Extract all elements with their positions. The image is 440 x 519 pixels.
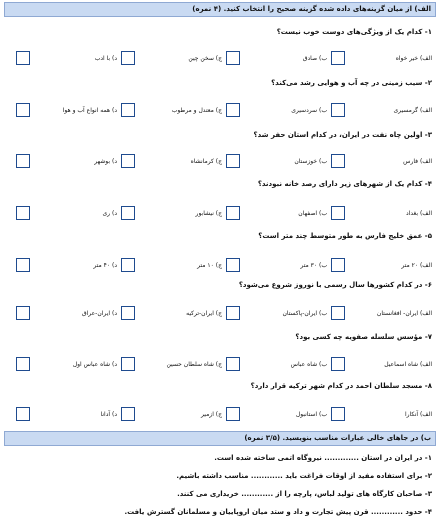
checkbox[interactable] bbox=[226, 306, 240, 320]
question-7-options bbox=[4, 357, 436, 373]
checkbox[interactable] bbox=[16, 103, 30, 117]
checkbox[interactable] bbox=[16, 258, 30, 272]
fill-blank-2: ۲- برای استفاده مفید از اوقات فراغت باید ............ مناسب داشته باشیم. bbox=[176, 472, 432, 480]
option-label: د) با ادب bbox=[94, 55, 117, 62]
option-label: ج) ۱۰ متر bbox=[197, 262, 222, 269]
checkbox[interactable] bbox=[121, 154, 135, 168]
option-label: ج) ایران-ترکیه bbox=[186, 310, 222, 317]
question-6-options bbox=[4, 306, 436, 322]
option-label: الف) ۲۰ متر bbox=[401, 262, 432, 269]
question-5-options bbox=[4, 258, 436, 274]
option-label: ب) شاه عباس bbox=[290, 361, 327, 368]
option-dal[interactable] bbox=[16, 258, 121, 274]
option-label: ب) ایران-پاکستان bbox=[282, 310, 327, 317]
question-1-options bbox=[4, 51, 436, 67]
option-jim[interactable] bbox=[121, 206, 226, 222]
checkbox[interactable] bbox=[16, 154, 30, 168]
checkbox[interactable] bbox=[121, 357, 135, 371]
option-dal[interactable] bbox=[16, 103, 121, 119]
checkbox[interactable] bbox=[16, 206, 30, 220]
checkbox[interactable] bbox=[331, 154, 345, 168]
option-label: د) شاه عباس اول bbox=[72, 361, 117, 368]
question-6: ۶- در کدام کشورها سال رسمی با نوروز شروع می‌شود؟ bbox=[238, 281, 432, 289]
option-be[interactable] bbox=[226, 154, 331, 170]
option-label: ج) کرمانشاه bbox=[190, 158, 222, 165]
option-label: ج) نیشابور bbox=[195, 210, 222, 217]
option-label: د) آدانا bbox=[100, 411, 117, 418]
option-be[interactable] bbox=[226, 306, 331, 322]
option-be[interactable] bbox=[226, 407, 331, 423]
option-label: ب) صادق bbox=[302, 55, 327, 62]
option-label: الف) شاه اسماعیل bbox=[384, 361, 432, 368]
option-be[interactable] bbox=[226, 103, 331, 119]
question-4-options bbox=[4, 206, 436, 222]
option-dal[interactable] bbox=[16, 154, 121, 170]
option-label: ب) اصفهان bbox=[298, 210, 327, 217]
option-label: الف) آنکارا bbox=[405, 411, 432, 418]
option-label: الف) گرمسیری bbox=[393, 107, 432, 114]
option-label: ج) ازمیر bbox=[200, 411, 222, 418]
checkbox[interactable] bbox=[331, 407, 345, 421]
fill-blank-4: ۴- حدود ............ قرن پیش تجارت و داد و ستد میان اروپاییان و مسلمانان گسترش یافت. bbox=[124, 508, 432, 516]
option-dal[interactable] bbox=[16, 407, 121, 423]
option-jim[interactable] bbox=[121, 103, 226, 119]
question-7: ۷- مؤسس سلسله صفویه چه کسی بود؟ bbox=[295, 333, 432, 341]
option-label: ب) خوزستان bbox=[294, 158, 327, 165]
question-1: ۱- کدام یک از ویژگی‌های دوست خوب نیست؟ bbox=[276, 28, 432, 36]
option-alef[interactable] bbox=[331, 357, 436, 373]
option-alef[interactable] bbox=[331, 51, 436, 67]
option-jim[interactable] bbox=[121, 306, 226, 322]
option-dal[interactable] bbox=[16, 306, 121, 322]
checkbox[interactable] bbox=[226, 154, 240, 168]
option-alef[interactable] bbox=[331, 258, 436, 274]
option-dal[interactable] bbox=[16, 206, 121, 222]
checkbox[interactable] bbox=[121, 206, 135, 220]
option-label: الف) بغداد bbox=[405, 210, 432, 217]
option-jim[interactable] bbox=[121, 51, 226, 67]
checkbox[interactable] bbox=[331, 206, 345, 220]
fill-blank-3: ۳- صاحبان کارگاه های تولید لباس، پارچه را از ............ خریداری می کنند. bbox=[177, 490, 432, 498]
option-label: د) ۴۰ متر bbox=[93, 262, 117, 269]
checkbox[interactable] bbox=[121, 103, 135, 117]
option-label: ج) سخن چین bbox=[188, 55, 222, 62]
question-2-options bbox=[4, 103, 436, 119]
checkbox[interactable] bbox=[331, 103, 345, 117]
checkbox[interactable] bbox=[121, 306, 135, 320]
option-jim[interactable] bbox=[121, 407, 226, 423]
option-be[interactable] bbox=[226, 206, 331, 222]
section-b-header bbox=[4, 431, 436, 446]
option-alef[interactable] bbox=[331, 306, 436, 322]
option-label: الف) ایران- افغانستان bbox=[376, 310, 432, 317]
question-3-options bbox=[4, 154, 436, 170]
option-be[interactable] bbox=[226, 258, 331, 274]
question-4: ۴- کدام یک از شهرهای زیر دارای رصد خانه نبودند؟ bbox=[257, 180, 432, 188]
option-dal[interactable] bbox=[16, 357, 121, 373]
checkbox[interactable] bbox=[226, 51, 240, 65]
checkbox[interactable] bbox=[331, 306, 345, 320]
section-a-header bbox=[4, 2, 436, 17]
option-label: ب) استانبول bbox=[295, 411, 327, 418]
option-be[interactable] bbox=[226, 357, 331, 373]
question-8: ۸- مسجد سلطان احمد در کدام شهر ترکیه قرار دارد؟ bbox=[250, 382, 432, 390]
section-b-title: ب) در جاهای خالی عبارات مناسب بنویسید. (۳/۵ نمره) bbox=[244, 434, 431, 442]
question-2: ۲- سیب زمینی در چه آب و هوایی رشد می‌کند؟ bbox=[271, 79, 432, 87]
checkbox[interactable] bbox=[226, 407, 240, 421]
option-label: د) ایران-عراق bbox=[81, 310, 117, 317]
checkbox[interactable] bbox=[226, 103, 240, 117]
checkbox[interactable] bbox=[16, 357, 30, 371]
section-a-title: الف) از میان گزینه‌های داده شده گزینه صحیح را انتخاب کنید. (۴ نمره) bbox=[192, 5, 431, 13]
fill-blank-1: ۱- در ایران در استان ............. نیروگاه اتمی ساخته شده است. bbox=[214, 454, 432, 462]
option-label: د) ری bbox=[102, 210, 117, 217]
option-label: الف) خیر خواه bbox=[395, 55, 432, 62]
option-label: ج) معتدل و مرطوب bbox=[171, 107, 222, 114]
checkbox[interactable] bbox=[121, 258, 135, 272]
option-label: الف) فارس bbox=[403, 158, 432, 165]
option-label: ب) ۳۰ متر bbox=[300, 262, 327, 269]
option-alef[interactable] bbox=[331, 103, 436, 119]
option-label: ب) سردسیری bbox=[291, 107, 327, 114]
option-label: ج) شاه سلطان حسین bbox=[166, 361, 222, 368]
option-alef[interactable] bbox=[331, 407, 436, 423]
option-label: د) همه انواع آب و هوا bbox=[62, 107, 117, 114]
checkbox[interactable] bbox=[16, 51, 30, 65]
checkbox[interactable] bbox=[16, 407, 30, 421]
question-5: ۵- عمق خلیج فارس به طور متوسط چند متر است؟ bbox=[258, 232, 432, 240]
checkbox[interactable] bbox=[226, 206, 240, 220]
option-jim[interactable] bbox=[121, 357, 226, 373]
checkbox[interactable] bbox=[331, 357, 345, 371]
option-alef[interactable] bbox=[331, 154, 436, 170]
checkbox[interactable] bbox=[331, 51, 345, 65]
checkbox[interactable] bbox=[226, 357, 240, 371]
option-alef[interactable] bbox=[331, 206, 436, 222]
checkbox[interactable] bbox=[16, 306, 30, 320]
question-8-options bbox=[4, 407, 436, 423]
option-dal[interactable] bbox=[16, 51, 121, 67]
option-jim[interactable] bbox=[121, 154, 226, 170]
question-3: ۳- اولین چاه نفت در ایران، در کدام استان حفر شد؟ bbox=[253, 131, 432, 139]
option-be[interactable] bbox=[226, 51, 331, 67]
checkbox[interactable] bbox=[226, 258, 240, 272]
option-jim[interactable] bbox=[121, 258, 226, 274]
checkbox[interactable] bbox=[121, 407, 135, 421]
checkbox[interactable] bbox=[121, 51, 135, 65]
checkbox[interactable] bbox=[331, 258, 345, 272]
option-label: د) بوشهر bbox=[94, 158, 117, 165]
